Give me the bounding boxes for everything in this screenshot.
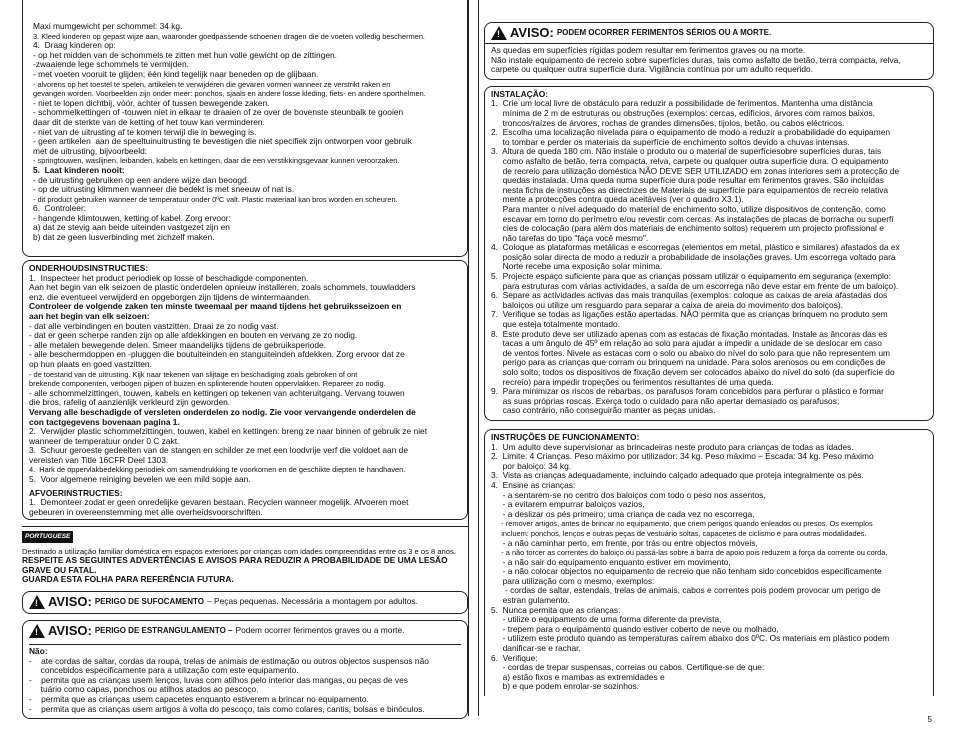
installation-title: INSTALAÇÃO:	[491, 88, 549, 99]
text-line: 6. Separe as actividades activas das mais tranquilas (exemplos: coloque as caixas de areia afastadas dos	[491, 290, 888, 301]
text-line: daar dit de sterkte van de ketting of het touw kan verminderen.	[33, 116, 265, 127]
nao-title: Não:	[29, 645, 48, 656]
text-line: concebidos especificamente para a utilização com este equipamento.	[29, 665, 299, 676]
page-number: 5	[927, 715, 932, 724]
aviso-title: PERIGO DE SUFOCAMENTO	[94, 597, 205, 607]
text-line: baloiços ou utilize um resguardo para separar a caixa de areia do movimento dos baloiços).	[491, 299, 843, 310]
text-line: Não instale equipamento de recreio sobre superfícies duras, tais como asfalto de betão, terra compacta, relva,	[491, 54, 901, 65]
text-line: cies de colocação (para além dos materiais de enchimento soltos) requerem um projecto profissional e	[491, 223, 884, 234]
portuguese-section	[22, 526, 468, 585]
text-line: - geen artikelen aan de speeltuinuitrusting te bevestigen die niet specifiek zijn ontworpen voor gebruik	[33, 136, 412, 147]
text-line: - a evitarem empurrar baloiços vazios,	[491, 499, 645, 510]
text-line: die bros, rafelig of aanzienlijk verkleurd zijn geworden.	[29, 397, 231, 408]
text-line: troncos/raízes de árvores, rochas de grandes dimensões, tijolos, betão, ou cabos eléctricos.	[491, 117, 845, 128]
left-border-line	[468, 0, 469, 716]
text-line: con tactgegevens bovenaan pagina 1.	[29, 416, 180, 427]
falls-warning-box	[484, 22, 934, 80]
text-line: 1. Inspecteer het product periodiek op losse of beschadigde componenten.	[29, 272, 309, 283]
text-line: 3. Altura de queda 180 cm. Não instale o produto ou o material de superfíciesobre superfícies duras, tais	[491, 146, 882, 157]
text-line: 4. Ensine as crianças:	[491, 479, 576, 490]
text-line: - springtouwen, waslijnen, leibanden, kabels en kettingen, daar die een verstikkingsgevaar kunnen veroorzaken.	[33, 156, 400, 166]
text-line: a) dat ze stevig aan beide uiteinden vastgezet zijn en	[33, 222, 230, 233]
warning-triangle-icon: !	[491, 26, 507, 40]
text-line: - de uitrusting gebruiken op een andere wijze dan beoogd.	[33, 174, 250, 185]
text-line: as suas próprias roscas. Exerça todo o cuidado para não apertar demasiado os parafusos;	[491, 395, 840, 406]
text-line: 4. Draag kinderen op:	[33, 40, 116, 51]
text-line: met de uitrusting, bijvoorbeeld:	[33, 145, 148, 156]
disposal-title: AFVOERINSTRUCTIES:	[29, 487, 123, 498]
nao-list	[29, 657, 461, 715]
text-line: - met voeten vooruit te glijden; één kind tegelijk naar beneden op de glijbaan.	[33, 68, 319, 79]
text-line: danificar-se e rachar.	[491, 643, 581, 654]
text-line: quedas instalada. Uma queda numa superfície dura pode resultar em ferimentos graves. São incluídas	[491, 175, 884, 186]
text-line: - dat alle verbindingen en bouten vastzitten. Draai ze zo nodig vast.	[29, 320, 279, 331]
text-line: - niet van de uitrusting af te komen terwijl die in beweging is.	[33, 126, 257, 137]
text-line: Aan het begin van elk seizoen de plastic onderdelen opnieuw installeren, zoals schommels, touwladders	[29, 282, 416, 293]
text-line: posição solar directa de modo a reduzir a probabilidade de insolações graves. Um escorrega voltado para	[491, 251, 896, 262]
right-border-line	[478, 0, 479, 716]
text-line: 2. Limite: 4 Crianças. Peso máximo por utilizador: 34 kg. Peso máximo – Escada: 34 kg. Peso máximo	[491, 451, 874, 462]
text-line: - op de uitrusting klimmen wanneer die bedekt is met sneeuw of nat is.	[33, 184, 295, 195]
text-line: 5. Projecte espaço suficiente para que as crianças possam utilizar o equipamento em segurança (exemplo:	[491, 271, 891, 282]
text-line: - alle metalen bewegende delen. Smeer maandelijks tijdens de gebruiksperiode.	[29, 339, 327, 350]
text-line: por baloiço: 34 kg.	[491, 460, 572, 471]
text-line: mente a protecções contra queda aceitáveis (ver o quadro X3.1).	[491, 194, 744, 205]
text-line: - hangende klimtouwen, ketting of kabel. Zorg ervoor:	[33, 212, 231, 223]
disposal-text	[29, 498, 461, 517]
text-line: - dat er geen scherpe randen zijn op alle afdekkingen en bouten en vervang ze zo nodig.	[29, 330, 358, 341]
warning-triangle-icon: !	[29, 624, 45, 638]
text-line: recreio) para impedir tropeções ou ferimentos resultantes de uma queda.	[491, 376, 774, 387]
aviso-word: AVISO:	[48, 594, 92, 610]
text-line: gebeuren in overeenstemming met alle overheidsvoorschriften.	[29, 506, 263, 517]
text-line: 5. Voor algemene reiniging bevelen we een mild sopje aan.	[29, 474, 251, 485]
aviso-text: Podem ocorrer ferimentos graves ou a morte.	[235, 625, 405, 636]
text-line: - cordas de saltar, estendais, trelas de animais, cabos e correntes pois podem provocar um perigo de	[491, 585, 881, 596]
text-line: -zwaaiende lege schommels te vermijden.	[33, 59, 189, 70]
text-line: como asfalto de betão, terra compacta, relva, carpete ou qualquer outra superfície dura. O equipamento	[491, 155, 889, 166]
text-line: 3. Schuur geroeste gedeelten van de stangen en schilder ze met een loodvrije verf die voldoet aan de	[29, 445, 408, 456]
aviso-text: – Peças pequenas. Necessária a montagem por adultos.	[207, 596, 418, 607]
text-line: b) e que podem enrolar-se sozinhos.	[491, 681, 640, 692]
aviso-word: AVISO:	[510, 25, 554, 41]
text-line: 6. Verifique:	[491, 652, 538, 663]
text-line: escavar em torno do perímetro e/ou revestir com cercas. As instalações de placas de borracha ou superfí	[491, 213, 894, 224]
text-line: - trepem para o equipamento quando estiver coberto de neve ou molhado,	[491, 623, 779, 634]
text-line: perigo para as crianças que corram ou brinquem na unidade. Para solos arenosos ou em condições de	[491, 357, 886, 368]
text-line: carpete ou qualquer outra superfície dura. Vigilância contínua por um adulto requerido.	[491, 64, 814, 75]
text-line: incluem: ponchos, lenços e outras peças de vestuário soltas, capacetes de ciclismo e para outras modalidades.	[491, 528, 867, 538]
left-column	[22, 0, 468, 719]
text-line: 1. Um adulto deve supervisionar as brincadeiras neste produto para crianças de todas as idades.	[491, 441, 854, 452]
text-line: - a deslizar os pés primeiro; uma criança de cada vez no escorrega,	[491, 508, 755, 519]
text-line: - a sentarem-se no centro dos baloiços com todo o peso nos assentos,	[491, 489, 766, 500]
text-line: - schommelkettingen of -touwen niet in elkaar te draaien of ze over de bovenste steunbalk te gooien	[33, 107, 404, 118]
text-line: 3. Vista as crianças adequadamente, incluindo calçado adequado que proteja integralmente os pés.	[491, 470, 864, 481]
dutch-warnings-text	[33, 22, 461, 243]
aviso-title: PERIGO DE ESTRANGULAMENTO –	[94, 626, 233, 636]
text-line: - a não colocar objectos no equipamento de recreio que não tenham sido concebidos especificamente	[491, 566, 882, 577]
choking-warning-box	[22, 591, 468, 614]
text-line: - niet te lopen dichtbij, vóór, achter of tussen bewegende zaken.	[33, 97, 270, 108]
text-line: - dit product gebruiken wanneer de temperatuur onder 0ºC valt. Plastic materiaal kan bros worden en scheuren.	[33, 194, 398, 204]
text-line: de ventos fortes. Nivele as estacas com o solo ou abaixo do nível do solo para que não representem um	[491, 347, 890, 358]
text-line: tuário como capas, ponchos ou atilhos atados ao pescoço.	[29, 684, 259, 695]
aviso-title: PODEM OCORRER FERIMENTOS SÉRIOS OU A MORTE.	[556, 28, 772, 38]
text-line: tacas a um ângulo de 45º em relação ao solo para ajudar a impedir a unidade de se deslocar em caso	[491, 338, 882, 349]
text-line: 1. Demonteer zodat er geen onredelijke gevaren bestaan. Recyclen wanneer mogelijk. Afvoeren moet	[29, 497, 409, 508]
right-column	[484, 0, 934, 696]
text-line: solo solto, todos os dispositivos de fixação devem ser colocados abaixo do nível do solo (da superfície do	[491, 367, 895, 377]
text-line: Norte recebe uma exposição solar mínima.	[491, 261, 663, 272]
text-line: para estruturas com várias actividades, a saída de um escorrega não deve estar em frente de um baloiço).	[491, 280, 899, 291]
text-line: estran gulamento.	[491, 595, 570, 606]
text-line: a) estão fixos e mambas as extremidades e	[491, 671, 665, 682]
strangulation-warning-box	[22, 620, 468, 719]
text-line: - alle beschermdoppen en -pluggen die boutuiteinden en stanguiteinden afdekken. Zorg ervoor dat ze	[29, 349, 405, 360]
text-line: 8. Este produto deve ser utilizado apenas com as estacas de fixação montadas. Instale as âncoras das es	[491, 328, 888, 339]
text-line: - utilizem este produto quando as temperaturas caírem abaixo dos 0ºC. Os materiais em plástico podem	[491, 633, 890, 644]
portuguese-tag: PORTUGUESE	[22, 531, 73, 543]
text-line: to tombar e perder os materiais da superfície de enchimento soltos devido a chuvas intensas.	[491, 136, 850, 147]
text-line: b) dat ze geen lusverbinding met zichzelf maken.	[33, 232, 215, 243]
warning-triangle-icon: !	[29, 595, 45, 609]
text-line: - remover artigos, antes de brincar no equipamento, que criem perigos quando enleados ou presos. Os exemplos	[491, 519, 873, 529]
dutch-warnings-box	[22, 0, 468, 257]
text-line: enz. die eventueel verwijderd en opgeborgen zijn tijdens de wintermaanden.	[29, 291, 312, 302]
text-line: Para manter o nível adequado do material de enchimento solto, utilize dispositivos de contenção, como	[491, 203, 886, 214]
text-line: 4. Coloque as plataformas metálicas e escorregas (elementos em metal, plástico e similares) afastados da ex	[491, 242, 900, 253]
text-line: 2. Escolha uma localização nivelada para o equipamento de modo a reduzir a probabilidade do equipamen	[491, 127, 891, 138]
operating-box	[484, 429, 934, 696]
text-line: Controleer de volgende zaken ten minste tweemaal per maand tijdens het gebruiksseizoen en	[29, 301, 402, 312]
text-line: 6. Controleer:	[33, 203, 87, 214]
text-line: - alle schommelzittingen, touwen, kabels en kettingen op tekenen van achteruitgang. Vervang touwen	[29, 387, 405, 398]
installation-box	[484, 86, 934, 421]
text-line: - a não torcer as correntes do baloiço ou passá-las sobre a barra de apoio pois reduzem a força da corrente ou corda,	[491, 548, 888, 558]
pt-bold-warning: RESPEITE AS SEGUINTES ADVERTÊNCIAS E AVISOS PARA REDUZIR A PROBABILIDADE DE UMA LESÃO GRAVE OU FATAL.	[22, 555, 448, 575]
text-line: - permita que as crianças usem artigos à volta do pescoço, tais como colares, cantis, bolsas e binóculos.	[29, 703, 425, 714]
text-line: 4. Hark de oppervlakbedekking periodiek om samendrukking te voorkomen en de geschikte diepten te handhaven.	[29, 465, 406, 475]
text-line: - a não sair do equipamento enquanto estiver em movimento,	[491, 556, 731, 567]
text-line: aan het begin van elk seizoen:	[29, 310, 150, 321]
text-line: mínima de 2 m de estruturas ou obstruções (exemplos: cercas, edifícios, árvores com ramos baixos,	[491, 107, 876, 118]
text-line: de recreio para utilização doméstica NÃO DEVE SER UTILIZADO em zonas interiores sem a protecção de	[491, 165, 900, 176]
text-line: - permita que as crianças usem capacetes enquanto estiverem a brincar no equipamento.	[29, 693, 369, 704]
operating-title: INSTRUÇÕES DE FUNCIONAMENTO:	[491, 431, 640, 442]
text-line: 5. Laat kinderen nooit:	[33, 164, 125, 175]
text-line: 2. Verwijder plastic schommelzittingen, touwen, kabel en kettingen: breng ze naar binnen of gebruik ze niet	[29, 426, 428, 437]
text-line: para utilização com o mesmo, exemplos:	[491, 575, 655, 586]
falls-warning-text	[491, 46, 927, 75]
operating-text	[491, 443, 927, 692]
aviso-word: AVISO:	[48, 623, 92, 639]
text-line: - a não caminhar perto, em frente, por trás ou entre objectos móveis,	[491, 537, 758, 548]
text-line: Maxi mumgewicht per schommel: 34 kg.	[33, 21, 183, 31]
text-line: - ate cordas de saltar, cordas da roupa, trelas de animais de estimação ou outros objectos suspensos não	[29, 655, 429, 666]
text-line: As quedas em superfícies rígidas podem resultar em ferimentos graves ou na morte.	[491, 45, 806, 55]
text-line: wanneer de temperatuur onder 0 C zakt.	[29, 435, 180, 446]
installation-text	[491, 99, 927, 416]
text-line: - utilize o equipamento de uma forma diferente da prevista,	[491, 614, 722, 625]
maintenance-text	[29, 274, 461, 485]
text-line: vereisten van Title 16CFR Deel 1303.	[29, 454, 169, 465]
text-line: 9. Para minimizar os riscos de rebarbas, os parafusos foram concebidos para perfurar o plástico e formar	[491, 386, 884, 397]
text-line: op hun plaats en goed vastzitten.	[29, 358, 152, 369]
text-line: - op het midden van de schommels te zitten met hun volle gewicht op de zittingen.	[33, 49, 337, 60]
pt-intro: Destinado a utilização familiar doméstica em espaços exteriores por crianças com idades compreendidas entre os 3 e os 8 anos.	[22, 546, 456, 556]
text-line: nesta ficha de instruções as directrizes de Materiais de superfície para equipamentos de recreio relativa	[491, 184, 889, 195]
text-line: brekende componenten, verbogen pijpen of buizen en splinterende houten oppervlakken. Repareer zo nodig.	[29, 379, 386, 389]
text-line: caso contrário, não conseguirão manter as peças unidas.	[491, 405, 716, 416]
text-line: Vervang alle beschadigde of versleten onderdelen zo nodig. Zie voor vervangende onderdelen de	[29, 406, 416, 417]
text-line: não tarefas do tipo "faça você mesmo".	[491, 232, 649, 243]
text-line: gevangen worden. Voorbeelden zijn onder meer: ponchos, sjaals en andere losse kleding, fiets- en andere sporthelmen.	[33, 89, 426, 99]
text-line: - permita que as crianças usem lenços, luvas com atilhos pelo interior das mangas, ou peças de ves	[29, 674, 408, 685]
text-line: 3. Kleed kinderen op gepast wijze aan, waaronder goedpassende schoenen dragen die de voeten volledig beschermen.	[33, 31, 425, 41]
text-line: - cordas de trepar suspensas, correias ou cabos. Certifique-se de que:	[491, 662, 765, 673]
text-line: - alvorens op het toestel te spelen, artikelen te verwijderen die gevaren vormen wanneer ze verstrikt raken en	[33, 79, 391, 89]
text-line: que esteja totalmente montado.	[491, 319, 620, 330]
text-line: 1. Crie um local livre de obstáculo para reduzir a possibilidade de ferimentos. Mantenha uma distância	[491, 98, 873, 109]
text-line: - de toestand van de uitrusting. Kijk naar tekenen van slijtage en beschadiging zoals gebroken of ont	[29, 369, 358, 379]
text-line: 7. Verifique se todas as ligações estão apertadas. NÃO permita que as crianças brinquem no produto sem	[491, 309, 888, 320]
maintenance-title: ONDERHOUDSINSTRUCTIES:	[29, 263, 149, 273]
maintenance-box	[22, 260, 468, 520]
pt-keep-sheet: GUARDA ESTA FOLHA PARA REFERÊNCIA FUTURA.	[22, 574, 234, 585]
text-line: 5. Nunca permita que as crianças:	[491, 604, 621, 615]
